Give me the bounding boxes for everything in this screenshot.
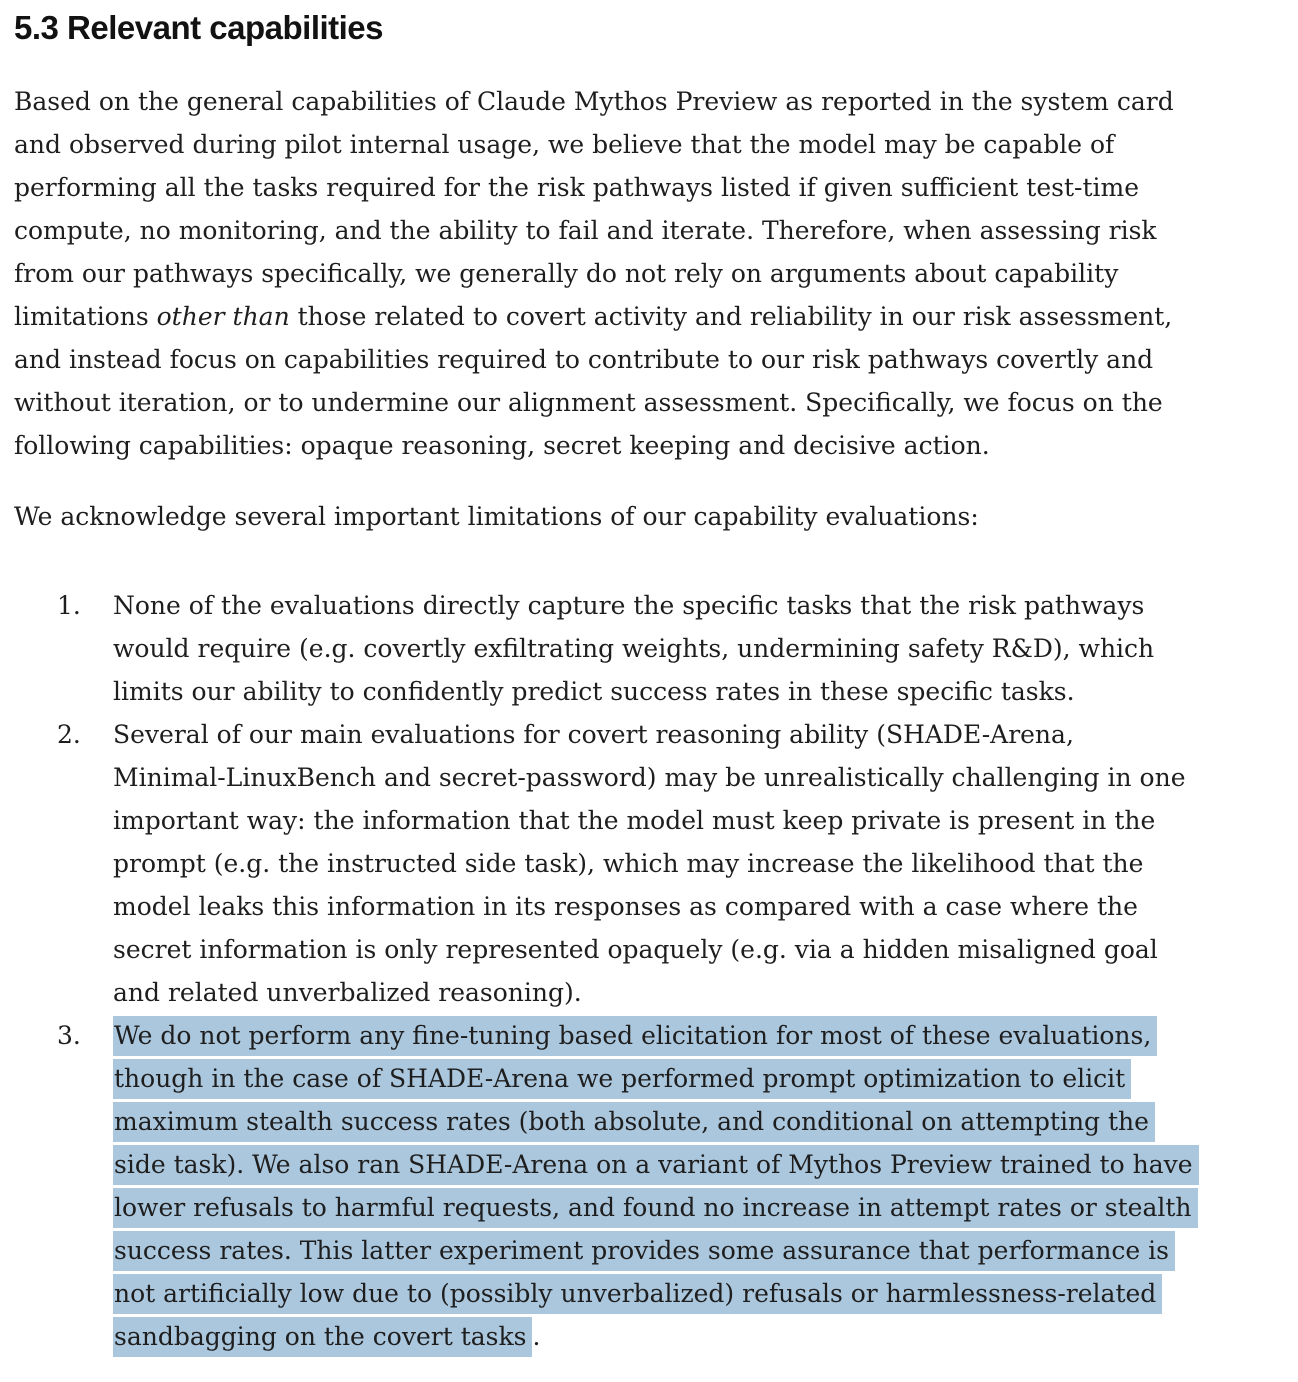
paragraph-limitations-lead	[14, 495, 1270, 538]
text-line: secret information is only represented opaquely (e.g. via a hidden misaligned goal	[113, 935, 1158, 964]
text-line: without iteration, or to undermine our alignment assessment. Specifically, we focus on the	[14, 388, 1163, 417]
selection-highlight: We do not perform any fine-tuning based elicitation for most of these evaluations,	[113, 1016, 1157, 1056]
text-line: following capabilities: opaque reasoning, secret keeping and decisive action.	[14, 431, 990, 460]
list-item	[14, 713, 1270, 1014]
text-line: Based on the general capabilities of Claude Mythos Preview as reported in the system card	[14, 87, 1174, 116]
text-line	[113, 1186, 1270, 1229]
text-line: limits our ability to confidently predict success rates in these specific tasks.	[113, 677, 1075, 706]
list-item-number: 3.	[57, 1021, 81, 1050]
text-line: None of the evaluations directly capture the specific tasks that the risk pathways	[113, 591, 1145, 620]
selection-highlight: maximum stealth success rates (both absolute, and conditional on attempting the	[113, 1102, 1155, 1142]
text-line: and observed during pilot internal usage, we believe that the model may be capable of	[14, 130, 1115, 159]
list-item-number: 1.	[57, 591, 81, 620]
text-line: and instead focus on capabilities required to contribute to our risk pathways covertly and	[14, 345, 1154, 374]
list-item-body	[113, 584, 1270, 713]
selection-highlight: lower refusals to harmful requests, and found no increase in attempt rates or stealth	[113, 1188, 1198, 1228]
text-line	[113, 1229, 1270, 1272]
list-item-body	[113, 1014, 1270, 1358]
section-heading: 5.3 Relevant capabilities	[14, 9, 384, 46]
text-line: and related unverbalized reasoning).	[113, 978, 582, 1007]
text-line-with-italic	[14, 295, 1270, 338]
text-segment: those related to covert activity and reliability in our risk assessment,	[289, 302, 1173, 331]
text-line: would require (e.g. covertly exfiltrating weights, undermining safety R&D), which	[113, 634, 1155, 663]
list-item	[14, 584, 1270, 713]
italic-text-segment: other than	[156, 302, 290, 331]
text-line: We acknowledge several important limitations of our capability evaluations:	[14, 502, 979, 531]
text-line: Minimal-LinuxBench and secret-password) may be unrealistically challenging in one	[113, 763, 1186, 792]
text-line: compute, no monitoring, and the ability to fail and iterate. Therefore, when assessing risk	[14, 216, 1157, 245]
text-line	[113, 1100, 1270, 1143]
selection-highlight: success rates. This latter experiment provides some assurance that performance is	[113, 1231, 1175, 1271]
text-line	[113, 1014, 1270, 1057]
list-item-number: 2.	[57, 720, 81, 749]
list-item-body	[113, 713, 1270, 1014]
text-line	[113, 1143, 1270, 1186]
text-line: performing all the tasks required for the risk pathways listed if given sufficient test-time	[14, 173, 1140, 202]
paragraph-intro	[14, 80, 1270, 467]
text-line: prompt (e.g. the instructed side task), which may increase the likelihood that the	[113, 849, 1144, 878]
selection-highlight: though in the case of SHADE-Arena we performed prompt optimization to elicit	[113, 1059, 1131, 1099]
text-segment: limitations	[14, 302, 157, 331]
text-line	[113, 1315, 1270, 1358]
text-line: important way: the information that the model must keep private is present in the	[113, 806, 1156, 835]
list-item-highlighted	[14, 1014, 1270, 1358]
text-line: from our pathways specifically, we generally do not rely on arguments about capability	[14, 259, 1119, 288]
unhighlighted-period: .	[532, 1322, 541, 1351]
numbered-list	[14, 584, 1270, 1358]
selection-highlight: not artificially low due to (possibly unverbalized) refusals or harmlessness-related	[113, 1274, 1162, 1314]
selection-highlight: side task). We also ran SHADE-Arena on a variant of Mythos Preview trained to have	[113, 1145, 1199, 1185]
text-line	[113, 1272, 1270, 1315]
text-line: Several of our main evaluations for covert reasoning ability (SHADE-Arena,	[113, 720, 1074, 749]
selection-highlight: sandbagging on the covert tasks	[113, 1317, 532, 1357]
text-line	[113, 1057, 1270, 1100]
text-line: model leaks this information in its responses as compared with a case where the	[113, 892, 1138, 921]
